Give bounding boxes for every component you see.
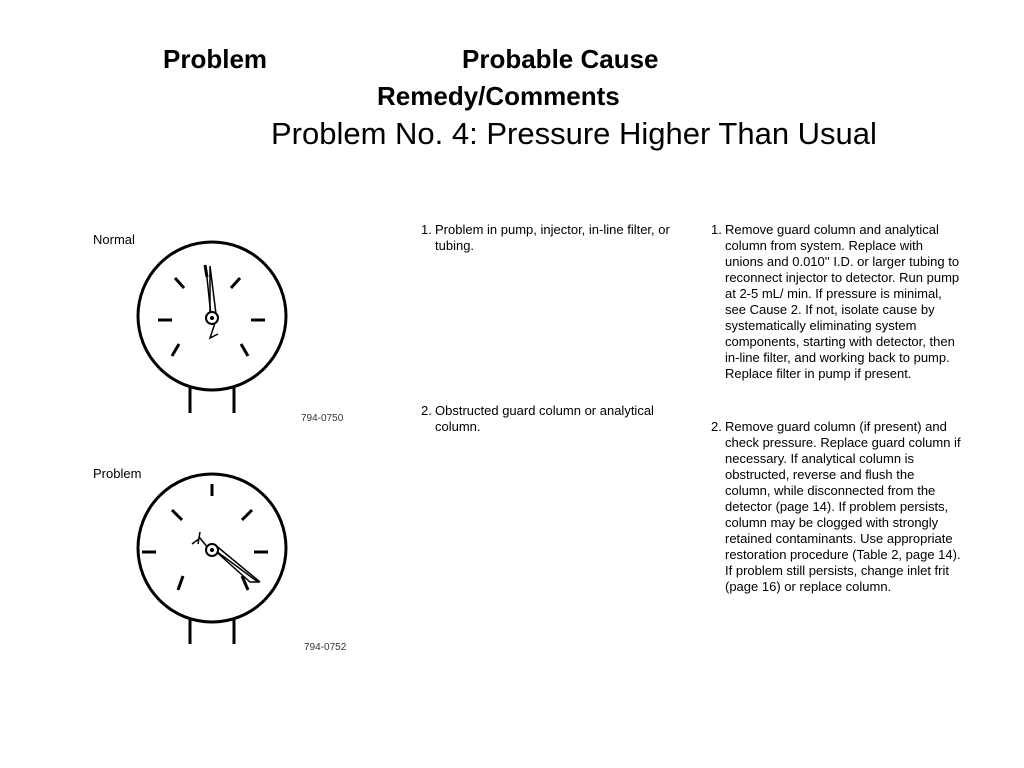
gauge-label-normal: Normal — [93, 232, 135, 247]
remedy-number: 1. — [711, 222, 722, 237]
header-remedy-comments: Remedy/Comments — [377, 81, 620, 111]
remedy-text: Remove guard column (if present) and check pressure. Replace guard column if necessary. If analytical column is obstructed, reverse and flush the column, while disconnected from the detector (page 14). If problem persists, column may be clogged with strongly retained contaminants. Use appropriate restoration procedure (Table 2, page 14). If problem still persists, change inlet frit (page 16) or replace column. — [725, 419, 961, 594]
figure-id-problem: 794-0752 — [304, 642, 347, 653]
figure-id-normal: 794-0750 — [301, 413, 344, 424]
pressure-gauge-problem-icon — [130, 472, 300, 652]
gauge-label-problem: Problem — [93, 466, 142, 481]
cause-number: 1. — [421, 222, 432, 237]
cause-text: Problem in pump, injector, in-line filter, or tubing. — [435, 222, 670, 253]
pressure-gauge-normal-icon — [130, 240, 300, 420]
cause-item-2 — [421, 403, 681, 435]
header-problem: Problem — [163, 44, 268, 74]
cause-item-1 — [421, 222, 681, 254]
remedy-text: Remove guard column and analytical column from system. Replace with unions and 0.010'' I.D. or larger tubing to reconnect injector to detector. Run pump at 2-5 mL/ min. If pressure is minimal, see Cause 2. If not, isolate cause by systematically eliminating system components, starting with detector, then in-line filter, and working back to pump. Replace filter in pump if present. — [725, 222, 960, 381]
slide-title: Problem No. 4: Pressure Higher Than Usual — [271, 116, 877, 151]
header-probable-cause: Probable Cause — [462, 44, 659, 74]
cause-text: Obstructed guard column or analytical column. — [435, 403, 654, 434]
remedy-number: 2. — [711, 419, 722, 434]
cause-number: 2. — [421, 403, 432, 418]
remedy-item-1 — [711, 222, 961, 382]
remedy-item-2 — [711, 419, 961, 595]
